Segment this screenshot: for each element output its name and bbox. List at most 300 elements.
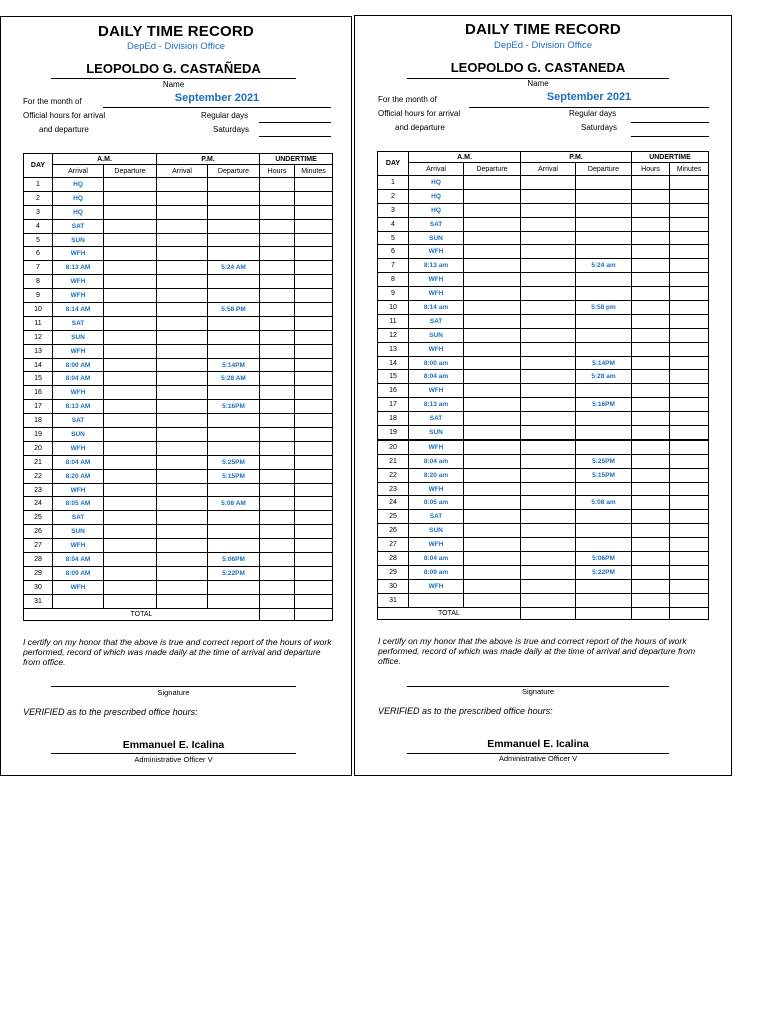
pm-header: P.M. xyxy=(521,152,632,163)
undertime-hours-cell xyxy=(260,289,295,303)
pm-departure-cell xyxy=(208,289,260,303)
table-row xyxy=(378,384,709,398)
undertime-minutes-cell xyxy=(670,454,709,468)
table-row xyxy=(378,328,709,342)
am-arrival-header: Arrival xyxy=(53,165,104,178)
day-cell: 7 xyxy=(378,259,409,273)
am-arrival-cell: WFH xyxy=(409,579,464,593)
am-departure-cell xyxy=(464,593,521,607)
day-cell: 14 xyxy=(24,358,53,372)
undertime-hours-cell xyxy=(260,178,295,192)
pm-departure-cell: 5:24 AM xyxy=(208,261,260,275)
am-departure-cell xyxy=(104,566,157,580)
am-departure-cell xyxy=(464,342,521,356)
undertime-hours-cell xyxy=(260,566,295,580)
day-cell: 8 xyxy=(24,275,53,289)
table-row xyxy=(378,176,709,190)
pm-departure-cell xyxy=(576,593,632,607)
day-cell: 13 xyxy=(24,344,53,358)
pm-departure-cell xyxy=(208,247,260,261)
pm-departure-cell: 5:25PM xyxy=(208,455,260,469)
am-arrival-cell: SAT xyxy=(409,314,464,328)
am-arrival-cell: SUN xyxy=(53,525,104,539)
employee-name: LEOPOLDO G. CASTAÑEDA xyxy=(86,61,261,76)
pm-arrival-cell xyxy=(157,178,208,192)
day-cell: 24 xyxy=(378,496,409,510)
am-arrival-cell: WFH xyxy=(409,384,464,398)
certification-text: I certify on my honor that the above is true and correct report of the hours of work performed, record of which was made daily at the time of arrival and departure from office. xyxy=(378,636,696,666)
pm-arrival-cell xyxy=(521,579,576,593)
undertime-hours-cell xyxy=(260,414,295,428)
day-cell: 31 xyxy=(378,593,409,607)
pm-departure-cell xyxy=(576,538,632,552)
am-arrival-cell xyxy=(53,594,104,608)
pm-departure-cell: 5:16PM xyxy=(208,400,260,414)
am-arrival-cell: SUN xyxy=(53,233,104,247)
am-departure-cell xyxy=(104,191,157,205)
am-arrival-cell: 8:04 AM xyxy=(53,372,104,386)
day-cell: 13 xyxy=(378,342,409,356)
pm-departure-cell xyxy=(576,245,632,259)
pm-departure-cell xyxy=(576,426,632,440)
employee-name: LEOPOLDO G. CASTANEDA xyxy=(450,60,626,75)
undertime-minutes-cell xyxy=(670,524,709,538)
pm-arrival-cell xyxy=(157,455,208,469)
table-row xyxy=(24,566,333,580)
pm-departure-cell: 5:15PM xyxy=(576,468,632,482)
am-departure-cell xyxy=(104,205,157,219)
pm-arrival-cell xyxy=(521,468,576,482)
undertime-minutes-cell xyxy=(295,303,333,317)
am-departure-cell xyxy=(464,231,521,245)
pm-departure-cell: 5:08 AM xyxy=(208,497,260,511)
am-arrival-cell: WFH xyxy=(409,273,464,287)
day-cell: 20 xyxy=(24,441,53,455)
undertime-minutes-cell xyxy=(670,245,709,259)
month-label: For the month of xyxy=(378,95,437,104)
am-departure-cell xyxy=(464,496,521,510)
officer-position: Administrative Officer V xyxy=(134,755,213,764)
day-cell: 5 xyxy=(378,231,409,245)
day-cell: 27 xyxy=(378,538,409,552)
table-row xyxy=(24,289,333,303)
undertime-hours-cell xyxy=(260,372,295,386)
pm-arrival-cell xyxy=(157,400,208,414)
undertime-hours-cell xyxy=(632,231,670,245)
table-row xyxy=(378,593,709,607)
pm-arrival-cell xyxy=(157,566,208,580)
pm-departure-cell xyxy=(208,330,260,344)
am-departure-cell xyxy=(104,400,157,414)
pm-arrival-cell xyxy=(157,330,208,344)
am-arrival-cell: SAT xyxy=(53,316,104,330)
pm-arrival-cell xyxy=(157,358,208,372)
am-departure-cell xyxy=(464,426,521,440)
undertime-minutes-cell xyxy=(295,400,333,414)
pm-arrival-cell xyxy=(157,386,208,400)
am-departure-cell xyxy=(104,316,157,330)
pm-arrival-cell xyxy=(157,205,208,219)
am-departure-cell xyxy=(464,398,521,412)
am-arrival-cell: SUN xyxy=(409,426,464,440)
day-cell: 16 xyxy=(378,384,409,398)
am-arrival-cell: SAT xyxy=(53,414,104,428)
pm-departure-cell: 5:14PM xyxy=(576,356,632,370)
pm-arrival-cell xyxy=(521,370,576,384)
undertime-header: UNDERTIME xyxy=(260,154,333,165)
undertime-hours-cell xyxy=(632,287,670,301)
undertime-minutes-cell xyxy=(670,538,709,552)
day-cell: 25 xyxy=(24,511,53,525)
undertime-hours-cell xyxy=(632,301,670,315)
pm-arrival-cell xyxy=(521,217,576,231)
undertime-hours-cell xyxy=(260,205,295,219)
undertime-minutes-cell xyxy=(670,217,709,231)
pm-departure-cell xyxy=(208,191,260,205)
am-departure-cell xyxy=(464,217,521,231)
am-arrival-cell: 8:09 am xyxy=(409,565,464,579)
pm-arrival-cell xyxy=(157,580,208,594)
am-departure-cell xyxy=(464,259,521,273)
undertime-minutes-cell xyxy=(295,205,333,219)
am-arrival-cell: WFH xyxy=(409,538,464,552)
am-departure-cell xyxy=(464,203,521,217)
am-arrival-cell: SUN xyxy=(409,231,464,245)
undertime-hours-cell xyxy=(260,580,295,594)
day-cell: 10 xyxy=(378,301,409,315)
pm-departure-cell xyxy=(208,205,260,219)
pm-arrival-cell xyxy=(157,511,208,525)
am-arrival-cell: WFH xyxy=(53,275,104,289)
day-cell: 21 xyxy=(24,455,53,469)
pm-departure-cell xyxy=(208,580,260,594)
am-arrival-cell: WFH xyxy=(53,386,104,400)
undertime-minutes-cell xyxy=(670,579,709,593)
undertime-hours-cell xyxy=(632,398,670,412)
undertime-minutes-cell xyxy=(670,314,709,328)
day-cell: 1 xyxy=(24,178,53,192)
pm-departure-cell: 5:06PM xyxy=(208,553,260,567)
table-row xyxy=(24,191,333,205)
table-row xyxy=(24,594,333,608)
pm-arrival-cell xyxy=(157,191,208,205)
table-row xyxy=(24,455,333,469)
am-arrival-cell: 8:00 am xyxy=(409,356,464,370)
day-cell: 4 xyxy=(24,219,53,233)
am-header: A.M. xyxy=(53,154,157,165)
am-departure-cell xyxy=(464,314,521,328)
undertime-minutes-cell xyxy=(295,469,333,483)
table-row xyxy=(24,441,333,455)
day-cell: 20 xyxy=(378,440,409,454)
dtr-card-right xyxy=(354,15,732,776)
am-departure-header: Departure xyxy=(104,165,157,178)
am-arrival-header: Arrival xyxy=(409,163,464,176)
pm-departure-cell xyxy=(208,428,260,442)
day-cell: 8 xyxy=(378,273,409,287)
month-label: For the month of xyxy=(23,97,82,106)
undertime-hours-cell xyxy=(260,539,295,553)
day-cell: 17 xyxy=(24,400,53,414)
pm-departure-cell xyxy=(576,314,632,328)
pm-arrival-cell xyxy=(521,342,576,356)
undertime-hours-cell xyxy=(260,400,295,414)
undertime-minutes-cell xyxy=(295,580,333,594)
undertime-hours-cell xyxy=(260,247,295,261)
undertime-minutes-cell xyxy=(670,552,709,566)
undertime-hours-cell xyxy=(632,176,670,190)
undertime-minutes-cell xyxy=(295,386,333,400)
pm-arrival-cell xyxy=(157,219,208,233)
day-cell: 18 xyxy=(378,412,409,426)
pm-arrival-cell xyxy=(521,328,576,342)
pm-departure-cell xyxy=(576,231,632,245)
undertime-minutes-cell xyxy=(295,428,333,442)
undertime-hours-cell xyxy=(260,261,295,275)
am-departure-cell xyxy=(104,219,157,233)
undertime-hours-cell xyxy=(260,441,295,455)
undertime-minutes-cell xyxy=(670,510,709,524)
table-row xyxy=(378,287,709,301)
table-row xyxy=(378,342,709,356)
day-cell: 26 xyxy=(24,525,53,539)
am-arrival-cell: 8:13 AM xyxy=(53,261,104,275)
am-arrival-cell: HQ xyxy=(53,205,104,219)
am-departure-cell xyxy=(104,261,157,275)
undertime-hours-cell xyxy=(632,189,670,203)
am-arrival-cell: 8:20 AM xyxy=(53,469,104,483)
pm-departure-cell xyxy=(208,539,260,553)
hours-label-2: and departure xyxy=(395,123,445,132)
am-departure-cell xyxy=(104,525,157,539)
am-departure-cell xyxy=(464,454,521,468)
pm-arrival-cell xyxy=(157,316,208,330)
pm-arrival-cell xyxy=(521,189,576,203)
am-departure-cell xyxy=(104,441,157,455)
table-row xyxy=(24,511,333,525)
am-arrival-cell: 8:13 AM xyxy=(53,400,104,414)
table-row xyxy=(378,189,709,203)
pm-arrival-cell xyxy=(521,538,576,552)
undertime-minutes-cell xyxy=(295,525,333,539)
undertime-hours-cell xyxy=(260,358,295,372)
table-row xyxy=(378,370,709,384)
table-row xyxy=(378,273,709,287)
undertime-hours-cell xyxy=(260,303,295,317)
regular-days-line xyxy=(259,122,331,123)
pm-arrival-cell xyxy=(521,384,576,398)
undertime-hours-cell xyxy=(632,426,670,440)
undertime-minutes-cell xyxy=(670,440,709,454)
undertime-hours-cell xyxy=(632,524,670,538)
pm-arrival-cell xyxy=(157,344,208,358)
undertime-header: UNDERTIME xyxy=(632,152,709,163)
pm-departure-header: Departure xyxy=(576,163,632,176)
pm-departure-cell xyxy=(576,217,632,231)
am-departure-cell xyxy=(104,275,157,289)
table-row xyxy=(24,219,333,233)
am-departure-cell xyxy=(464,384,521,398)
day-cell: 31 xyxy=(24,594,53,608)
pm-arrival-cell xyxy=(521,510,576,524)
am-arrival-cell: SUN xyxy=(53,330,104,344)
am-departure-cell xyxy=(104,358,157,372)
day-cell: 25 xyxy=(378,510,409,524)
officer-name: Emmanuel E. Icalina xyxy=(122,739,225,751)
am-arrival-cell: HQ xyxy=(409,189,464,203)
table-row xyxy=(378,245,709,259)
table-row xyxy=(378,412,709,426)
pm-departure-cell xyxy=(208,275,260,289)
am-departure-cell xyxy=(464,176,521,190)
pm-arrival-cell xyxy=(521,412,576,426)
undertime-minutes-cell xyxy=(295,497,333,511)
officer-name: Emmanuel E. Icalina xyxy=(487,738,589,750)
am-departure-cell xyxy=(104,553,157,567)
pm-arrival-cell xyxy=(521,398,576,412)
day-cell: 29 xyxy=(24,566,53,580)
pm-arrival-cell xyxy=(157,469,208,483)
pm-arrival-cell xyxy=(521,203,576,217)
pm-arrival-cell xyxy=(157,233,208,247)
total-hours xyxy=(632,607,670,619)
day-cell: 28 xyxy=(24,553,53,567)
pm-arrival-cell xyxy=(521,273,576,287)
pm-arrival-cell xyxy=(521,356,576,370)
am-arrival-cell: HQ xyxy=(53,178,104,192)
am-arrival-cell: SUN xyxy=(409,328,464,342)
day-cell: 29 xyxy=(378,565,409,579)
pm-departure-cell xyxy=(576,203,632,217)
form-title: DAILY TIME RECORD xyxy=(465,21,621,38)
pm-departure-cell: 5:28 AM xyxy=(208,372,260,386)
undertime-hours-cell xyxy=(632,482,670,496)
am-arrival-cell: 8:20 am xyxy=(409,468,464,482)
pm-departure-cell xyxy=(576,482,632,496)
am-arrival-cell: WFH xyxy=(53,247,104,261)
pm-arrival-cell xyxy=(521,314,576,328)
undertime-hours-cell xyxy=(632,384,670,398)
am-departure-cell xyxy=(464,510,521,524)
day-cell: 15 xyxy=(24,372,53,386)
signature-label: Signature xyxy=(521,687,555,696)
table-row xyxy=(24,428,333,442)
pm-arrival-cell xyxy=(157,372,208,386)
am-departure-cell xyxy=(464,412,521,426)
pm-arrival-cell xyxy=(521,454,576,468)
pm-departure-cell xyxy=(576,287,632,301)
table-row xyxy=(24,358,333,372)
day-cell: 22 xyxy=(24,469,53,483)
undertime-minutes-cell xyxy=(295,594,333,608)
undertime-hours-cell xyxy=(632,552,670,566)
pm-arrival-cell xyxy=(157,289,208,303)
undertime-hours-cell xyxy=(632,328,670,342)
saturdays-line xyxy=(631,136,709,137)
pm-arrival-cell xyxy=(521,440,576,454)
undertime-minutes-cell xyxy=(670,356,709,370)
pm-arrival-cell xyxy=(157,303,208,317)
pm-arrival-cell xyxy=(521,426,576,440)
undertime-hours-cell xyxy=(260,330,295,344)
am-departure-cell xyxy=(464,579,521,593)
undertime-minutes-cell xyxy=(670,342,709,356)
pm-arrival-cell xyxy=(521,524,576,538)
table-row xyxy=(378,482,709,496)
table-row xyxy=(24,233,333,247)
pm-arrival-cell xyxy=(157,497,208,511)
undertime-minutes-cell xyxy=(670,482,709,496)
am-arrival-cell: 8:04 am xyxy=(409,552,464,566)
table-row xyxy=(24,580,333,594)
saturdays-label: Saturdays xyxy=(581,123,618,132)
pm-departure-cell: 5:25PM xyxy=(576,454,632,468)
pm-arrival-cell xyxy=(521,552,576,566)
table-row xyxy=(378,440,709,454)
undertime-hours-cell xyxy=(632,342,670,356)
undertime-minutes-cell xyxy=(295,344,333,358)
table-row xyxy=(24,372,333,386)
undertime-minutes-cell xyxy=(670,301,709,315)
time-record-table xyxy=(23,153,333,621)
am-departure-cell xyxy=(104,372,157,386)
table-row xyxy=(378,579,709,593)
undertime-minutes-cell xyxy=(670,231,709,245)
undertime-hours-cell xyxy=(260,233,295,247)
undertime-minutes-cell xyxy=(670,384,709,398)
am-departure-cell xyxy=(104,303,157,317)
office-subtitle: DepEd - Division Office xyxy=(493,40,593,51)
pm-departure-cell xyxy=(576,273,632,287)
undertime-minutes-cell xyxy=(670,328,709,342)
month-underline xyxy=(469,107,709,108)
am-departure-cell xyxy=(104,580,157,594)
undertime-minutes-cell xyxy=(670,398,709,412)
am-arrival-cell: WFH xyxy=(409,440,464,454)
table-row xyxy=(378,398,709,412)
undertime-minutes-cell xyxy=(295,553,333,567)
pm-arrival-cell xyxy=(157,525,208,539)
pm-arrival-cell xyxy=(521,231,576,245)
am-arrival-cell: WFH xyxy=(409,482,464,496)
day-cell: 5 xyxy=(24,233,53,247)
am-departure-cell xyxy=(464,356,521,370)
am-departure-cell xyxy=(104,414,157,428)
undertime-minutes-cell xyxy=(295,247,333,261)
day-cell: 16 xyxy=(24,386,53,400)
form-title: DAILY TIME RECORD xyxy=(98,23,254,40)
undertime-hours-cell xyxy=(632,273,670,287)
am-departure-cell xyxy=(464,370,521,384)
certification-text: I certify on my honor that the above is true and correct report of the hours of work performed, record of which was made daily at the time of arrival and departure from office. xyxy=(23,637,332,667)
am-departure-cell xyxy=(104,344,157,358)
pm-departure-cell: 5:06PM xyxy=(576,552,632,566)
day-cell: 15 xyxy=(378,370,409,384)
am-departure-cell xyxy=(464,287,521,301)
table-row xyxy=(378,552,709,566)
pm-departure-cell xyxy=(576,579,632,593)
table-row xyxy=(378,565,709,579)
table-row xyxy=(378,524,709,538)
pm-departure-cell xyxy=(576,176,632,190)
am-arrival-cell: WFH xyxy=(53,539,104,553)
day-cell: 6 xyxy=(24,247,53,261)
pm-departure-cell xyxy=(208,594,260,608)
month-value: September 2021 xyxy=(174,92,260,104)
total-minutes xyxy=(670,607,709,619)
undertime-hours-cell xyxy=(260,428,295,442)
table-row xyxy=(24,178,333,192)
